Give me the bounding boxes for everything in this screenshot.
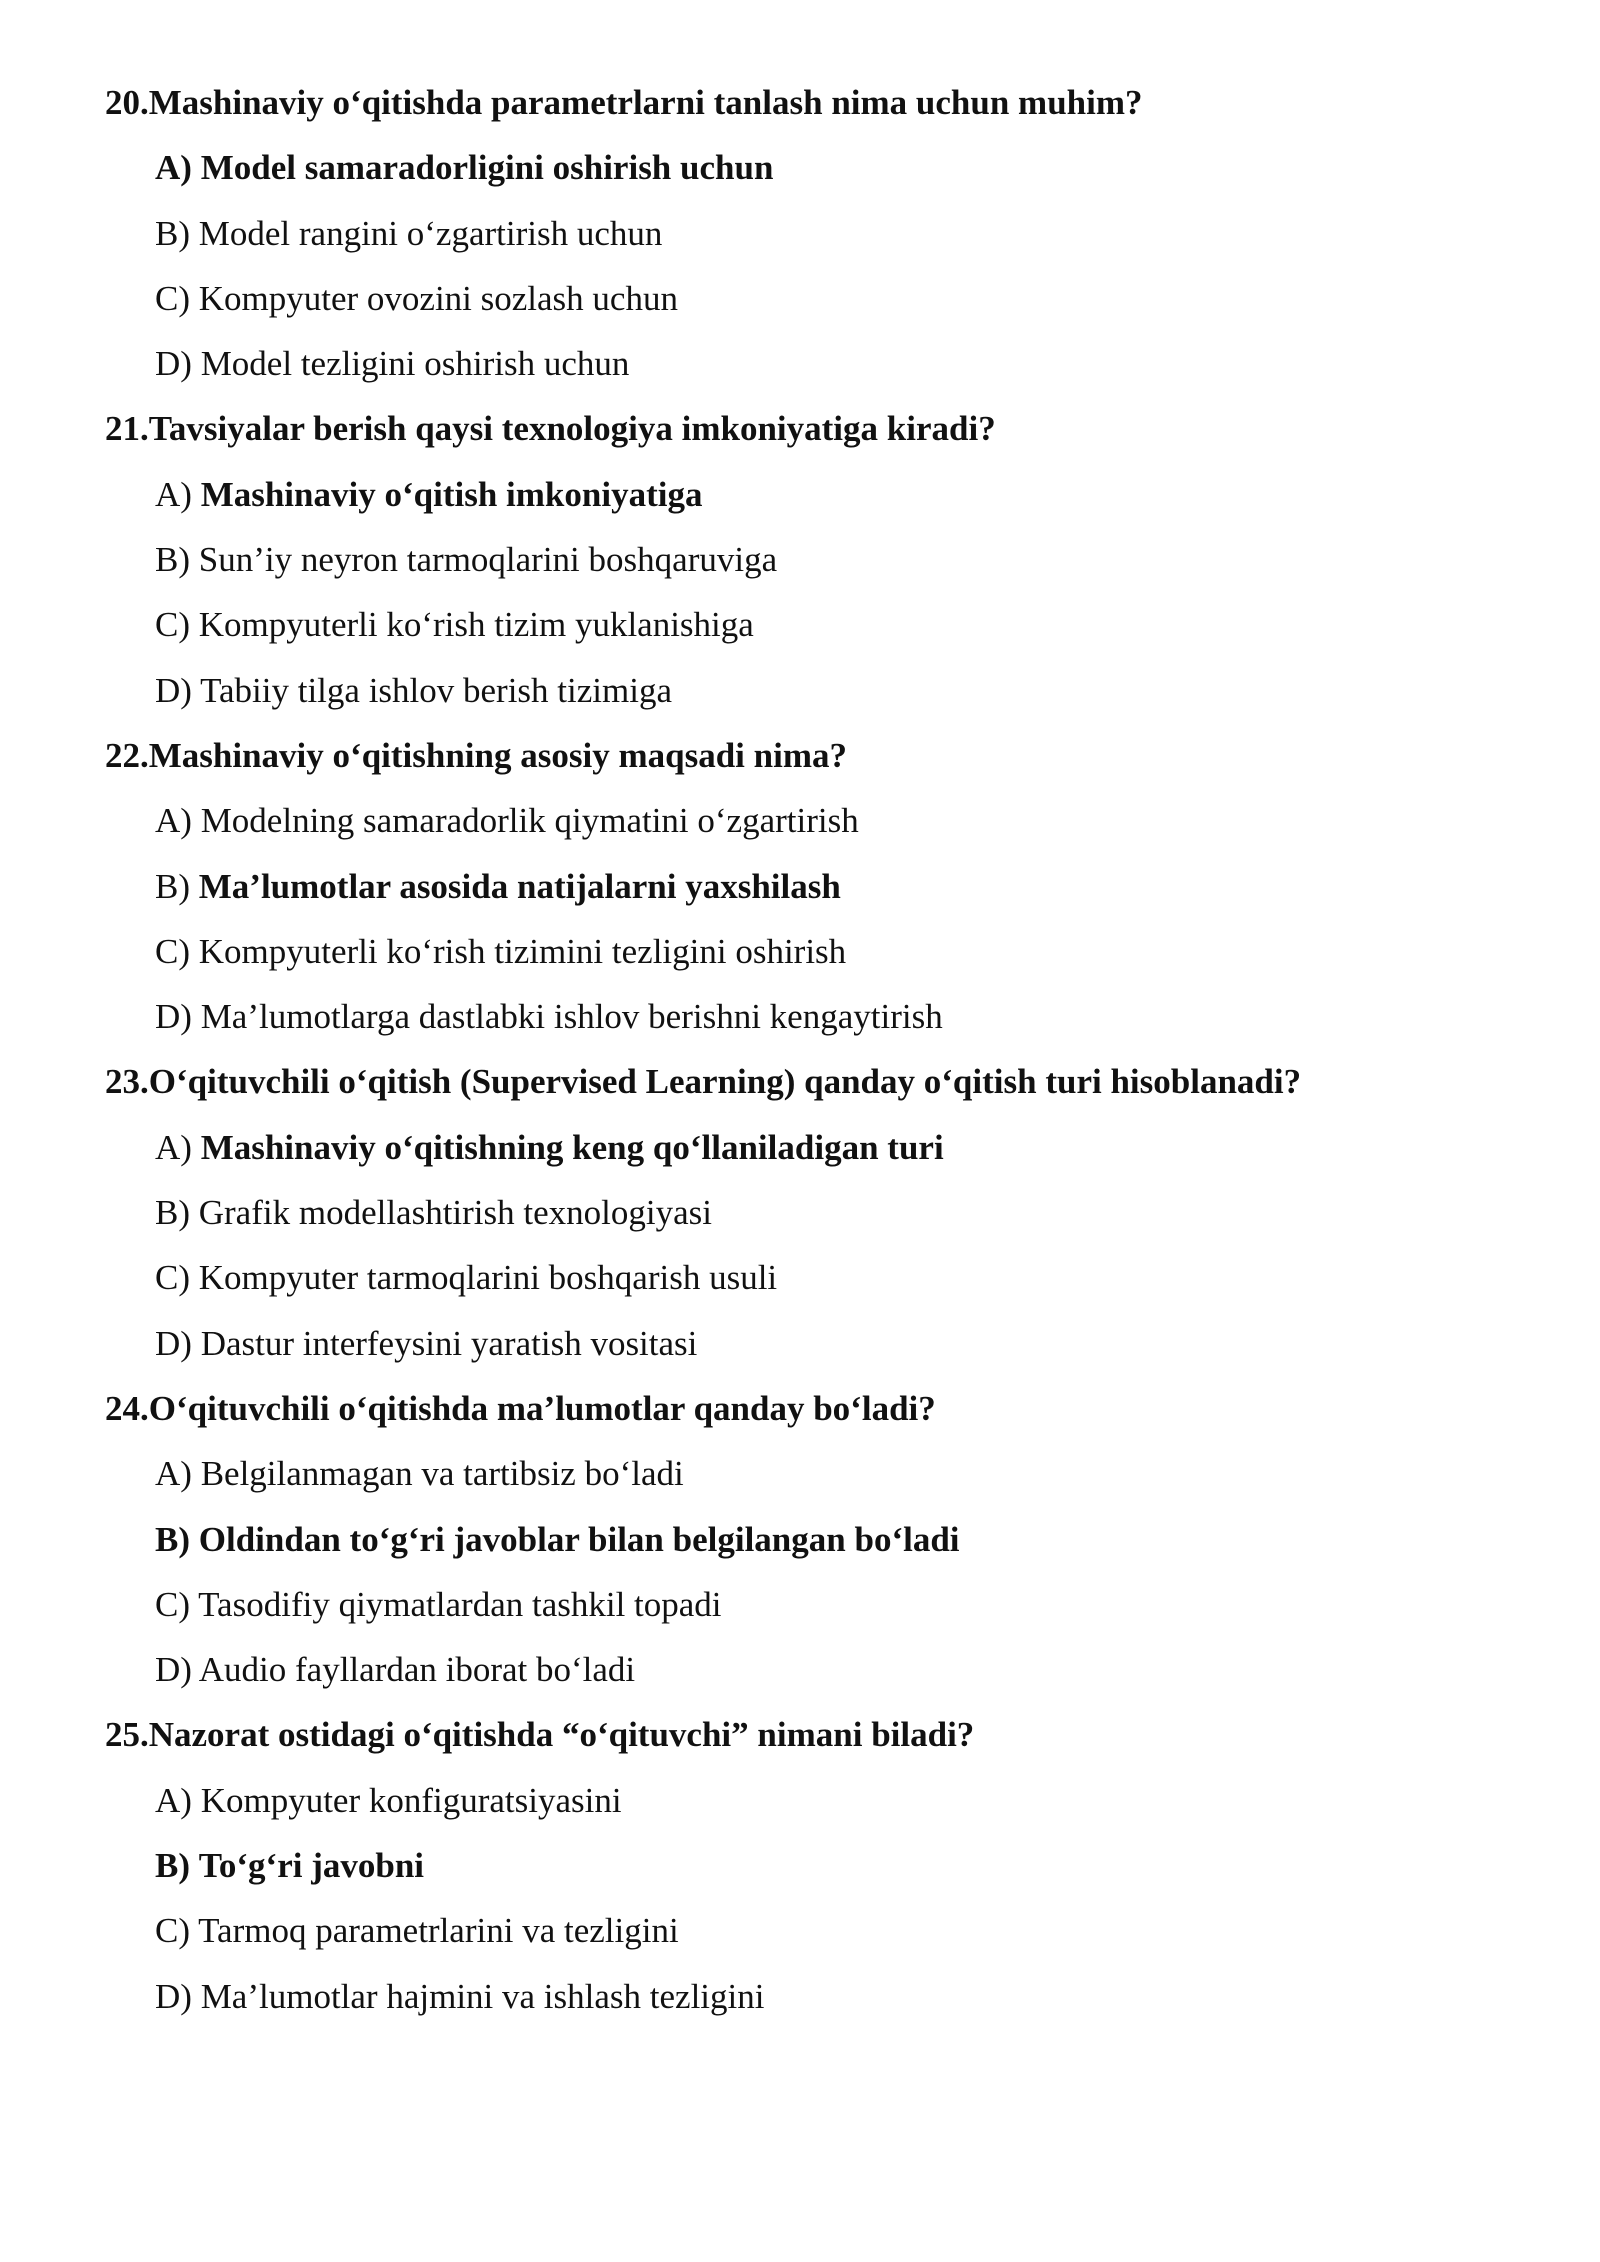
answer-option bbox=[105, 1833, 1545, 1898]
option-letter: A) bbox=[155, 1780, 192, 1820]
answer-option bbox=[105, 527, 1545, 592]
option-letter: B) bbox=[155, 1846, 190, 1886]
question-number: 23. bbox=[105, 1062, 149, 1102]
question-list bbox=[105, 70, 1545, 2029]
answer-option bbox=[105, 266, 1545, 331]
answer-option bbox=[105, 919, 1545, 984]
option-letter: C) bbox=[155, 1911, 190, 1951]
question-heading bbox=[105, 1049, 1545, 1114]
option-letter: B) bbox=[155, 1519, 190, 1559]
correct-option-text: Ma’lumotlar asosida natijalarni yaxshilash bbox=[198, 866, 841, 906]
option-letter: D) bbox=[155, 1323, 192, 1363]
answer-option bbox=[105, 201, 1545, 266]
option-letter: A) bbox=[155, 801, 192, 841]
answer-option bbox=[105, 1180, 1545, 1245]
question-text: Mashinaviy o‘qitishda parametrlarni tanlash nima uchun muhim? bbox=[148, 83, 1143, 122]
option-text: Modelning samaradorlik qiymatini o‘zgartirish bbox=[200, 801, 859, 841]
option-letter: C) bbox=[155, 931, 190, 971]
answer-option bbox=[105, 1441, 1545, 1506]
option-letter: C) bbox=[155, 605, 190, 645]
question-block bbox=[105, 1049, 1545, 1375]
option-text: Tarmoq parametrlarini va tezligini bbox=[198, 1911, 679, 1951]
question-text: Nazorat ostidagi o‘qitishda “o‘qituvchi” nimani biladi? bbox=[148, 1715, 975, 1755]
answer-option bbox=[105, 1768, 1545, 1833]
option-letter: B) bbox=[155, 540, 190, 580]
option-letter: D) bbox=[155, 344, 192, 384]
question-block bbox=[105, 396, 1545, 722]
answer-option bbox=[105, 1898, 1545, 1963]
question-text: Tavsiyalar berish qaysi texnologiya imkoniyatiga kiradi? bbox=[148, 409, 996, 449]
option-letter: A) bbox=[155, 148, 192, 188]
question-text: Mashinaviy o‘qitishning asosiy maqsadi nima? bbox=[148, 735, 847, 775]
option-letter: C) bbox=[155, 1258, 190, 1298]
option-text: Sun’iy neyron tarmoqlarini boshqaruviga bbox=[198, 540, 778, 580]
option-letter: C) bbox=[155, 1584, 190, 1624]
option-text: Ma’lumotlarga dastlabki ishlov berishni kengaytirish bbox=[200, 997, 943, 1037]
question-number: 22. bbox=[105, 735, 149, 775]
question-heading bbox=[105, 1702, 1545, 1767]
option-text: Kompyuterli ko‘rish tizimini tezligini oshirish bbox=[198, 931, 847, 971]
option-text: Tasodifiy qiymatlardan tashkil topadi bbox=[198, 1584, 722, 1624]
option-letter: D) bbox=[155, 670, 192, 710]
correct-option-text: Model samaradorligini oshirish uchun bbox=[200, 148, 774, 188]
question-number: 20. bbox=[105, 83, 149, 122]
question-number: 21. bbox=[105, 409, 149, 449]
correct-option-text: Mashinaviy o‘qitishning keng qo‘llaniladigan turi bbox=[200, 1127, 944, 1167]
option-text: Kompyuter konfiguratsiyasini bbox=[200, 1780, 622, 1820]
question-block bbox=[105, 1702, 1545, 2028]
answer-option bbox=[105, 788, 1545, 853]
option-letter: A) bbox=[155, 1127, 192, 1167]
correct-option-text: To‘g‘ri javobni bbox=[198, 1846, 425, 1886]
option-letter: D) bbox=[155, 1650, 192, 1690]
option-text: Kompyuterli ko‘rish tizim yuklanishiga bbox=[198, 605, 754, 645]
option-text: Ma’lumotlar hajmini va ishlash tezligini bbox=[200, 1976, 765, 2016]
option-text: Model tezligini oshirish uchun bbox=[200, 344, 630, 384]
answer-option bbox=[105, 854, 1545, 919]
answer-option bbox=[105, 1507, 1545, 1572]
question-block bbox=[105, 723, 1545, 1049]
correct-option-text: Mashinaviy o‘qitish imkoniyatiga bbox=[200, 474, 703, 514]
option-letter: A) bbox=[155, 1454, 192, 1494]
answer-option bbox=[105, 592, 1545, 657]
question-number: 24. bbox=[105, 1388, 149, 1428]
option-letter: D) bbox=[155, 997, 192, 1037]
question-heading bbox=[105, 723, 1545, 788]
question-number: 25. bbox=[105, 1715, 149, 1755]
option-letter: C) bbox=[155, 278, 190, 318]
answer-option bbox=[105, 1572, 1545, 1637]
option-text: Model rangini o‘zgartirish uchun bbox=[198, 213, 663, 253]
option-letter: B) bbox=[155, 866, 190, 906]
answer-option bbox=[105, 1311, 1545, 1376]
option-letter: B) bbox=[155, 1193, 190, 1233]
option-text: Audio fayllardan iborat bo‘ladi bbox=[198, 1650, 636, 1690]
question-heading bbox=[105, 396, 1545, 461]
question-text: O‘qituvchili o‘qitishda ma’lumotlar qanday bo‘ladi? bbox=[148, 1388, 936, 1428]
answer-option bbox=[105, 658, 1545, 723]
question-block bbox=[105, 1376, 1545, 1702]
answer-option bbox=[105, 1245, 1545, 1310]
option-letter: A) bbox=[155, 474, 192, 514]
answer-option bbox=[105, 1964, 1545, 2029]
correct-option-text: Oldindan to‘g‘ri javoblar bilan belgilangan bo‘ladi bbox=[198, 1519, 960, 1559]
option-text: Tabiiy tilga ishlov berish tizimiga bbox=[200, 670, 672, 710]
option-letter: B) bbox=[155, 213, 190, 253]
answer-option bbox=[105, 331, 1545, 396]
option-text: Grafik modellashtirish texnologiyasi bbox=[198, 1193, 712, 1233]
question-heading bbox=[105, 70, 1545, 135]
answer-option bbox=[105, 1115, 1545, 1180]
option-text: Kompyuter ovozini sozlash uchun bbox=[198, 278, 678, 318]
answer-option bbox=[105, 1637, 1545, 1702]
question-text: O‘qituvchili o‘qitish (Supervised Learning) qanday o‘qitish turi hisoblanadi? bbox=[148, 1062, 1302, 1102]
answer-option bbox=[105, 462, 1545, 527]
option-text: Kompyuter tarmoqlarini boshqarish usuli bbox=[198, 1258, 778, 1298]
question-heading bbox=[105, 1376, 1545, 1441]
answer-option bbox=[105, 135, 1545, 200]
option-text: Belgilanmagan va tartibsiz bo‘ladi bbox=[200, 1454, 684, 1494]
option-letter: D) bbox=[155, 1976, 192, 2016]
question-block bbox=[105, 70, 1545, 396]
answer-option bbox=[105, 984, 1545, 1049]
option-text: Dastur interfeysini yaratish vositasi bbox=[200, 1323, 698, 1363]
